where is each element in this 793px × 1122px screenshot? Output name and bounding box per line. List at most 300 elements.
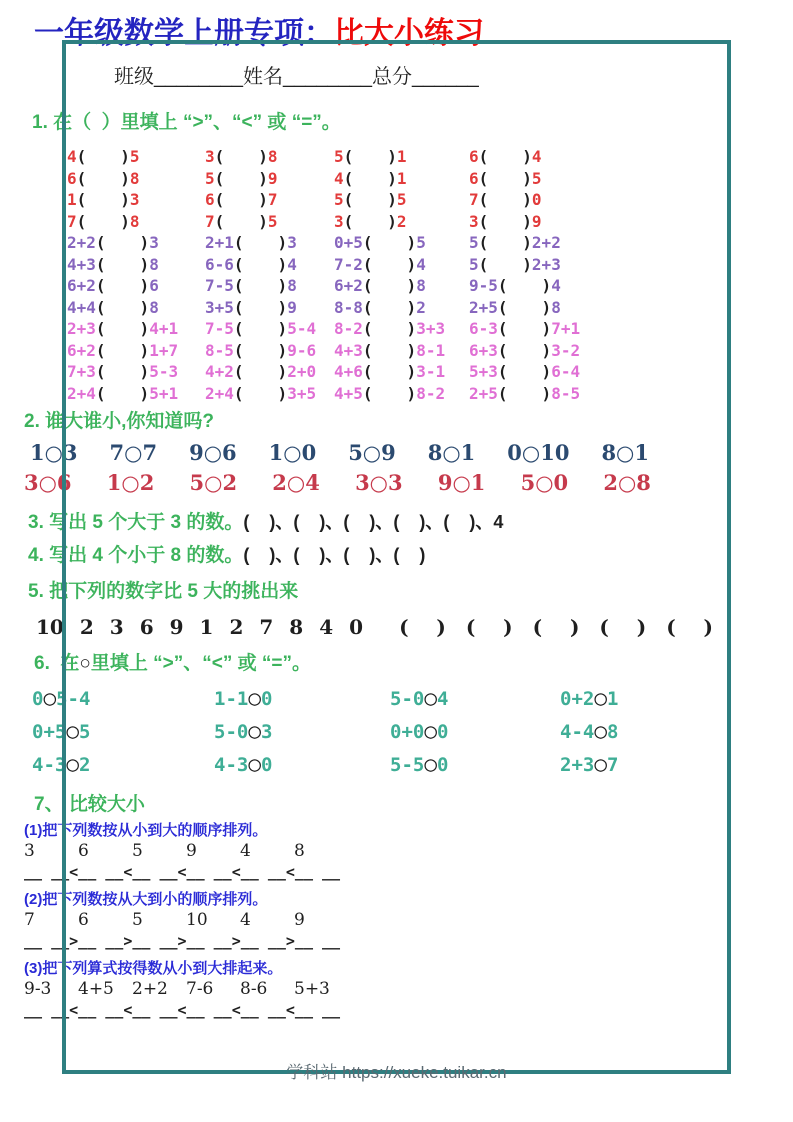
close-paren: ) bbox=[120, 211, 130, 231]
open-paren: ( bbox=[76, 190, 87, 209]
section1-heading: 1. 在（ ）里填上 “>”、“<” 或 “=”。 bbox=[32, 112, 341, 133]
open-paren: ( bbox=[95, 340, 106, 360]
close-paren: ) bbox=[277, 340, 288, 360]
open-paren: ( bbox=[362, 276, 373, 295]
section4-answer-blanks: ( )、( )、( )、( ) bbox=[243, 545, 426, 565]
open-paren: ( bbox=[233, 383, 244, 403]
close-paren: ) bbox=[139, 233, 150, 252]
section6-heading-post: 里填上 “>”、“<” 或 “=”。 bbox=[90, 653, 312, 674]
left-operand: 5 bbox=[205, 168, 215, 188]
circle-compare-item: 8○1 bbox=[427, 440, 476, 465]
right-expression: 0 bbox=[436, 754, 449, 776]
close-paren: ) bbox=[139, 383, 150, 403]
open-paren: ( bbox=[214, 190, 225, 209]
left-operand: 4+2 bbox=[205, 362, 234, 381]
close-paren: ) bbox=[277, 276, 288, 295]
close-paren: ) bbox=[387, 211, 397, 231]
circle-compare-item: 9○6 bbox=[189, 440, 237, 465]
left-expression: 0+2 bbox=[560, 688, 595, 710]
right-operand: 8 bbox=[129, 168, 140, 188]
open-paren: ( bbox=[497, 383, 508, 403]
part-answer-blanks: __ __<__ __<__ __<__ __<__ __<__ __ bbox=[24, 1001, 341, 1019]
answer-circle: ○ bbox=[424, 752, 437, 776]
pick-number: 10 bbox=[36, 615, 64, 639]
right-expression: 0 bbox=[260, 688, 273, 710]
circle-compare-item: 5○0 bbox=[520, 470, 569, 495]
left-operand: 5+3 bbox=[469, 362, 498, 381]
right-operand: 3-1 bbox=[416, 362, 446, 381]
answer-circle: ○ bbox=[424, 719, 437, 743]
right-operand: 5 bbox=[129, 147, 140, 166]
close-paren: ) bbox=[541, 362, 552, 381]
open-paren: ( bbox=[233, 254, 244, 274]
circle-compare-item: 1○2 bbox=[106, 470, 155, 495]
answer-circle: ○ bbox=[594, 719, 607, 743]
left-operand: 7 bbox=[67, 211, 77, 231]
circle-compare-item: 5○9 bbox=[348, 440, 396, 465]
right-operand: 5 bbox=[396, 190, 407, 209]
left-operand: 3 bbox=[469, 211, 479, 231]
open-paren: ( bbox=[343, 211, 354, 231]
left-operand: 6 bbox=[205, 190, 215, 209]
answer-parens: ( ) bbox=[666, 615, 713, 639]
sort-number: 7 bbox=[24, 910, 35, 930]
open-paren: ( bbox=[478, 168, 489, 188]
footer-watermark: 学科站 https://xueke.tuikar.cn bbox=[286, 1063, 507, 1082]
right-operand: 2 bbox=[396, 211, 407, 231]
sort-number: 3 bbox=[24, 841, 35, 861]
close-paren: ) bbox=[258, 211, 268, 231]
left-operand: 8-5 bbox=[205, 340, 234, 360]
answer-parens: ( ) bbox=[599, 615, 647, 639]
left-operand: 4+3 bbox=[67, 254, 96, 274]
sort-number: 2+2 bbox=[132, 979, 168, 999]
close-paren: ) bbox=[406, 297, 417, 317]
open-paren: ( bbox=[478, 211, 489, 231]
left-operand: 0+5 bbox=[334, 233, 363, 252]
right-operand: 0 bbox=[531, 190, 542, 209]
open-paren: ( bbox=[214, 147, 225, 166]
part-instruction: (1)把下列数按从小到大的顺序排列。 bbox=[24, 822, 268, 839]
open-paren: ( bbox=[95, 383, 106, 403]
open-paren: ( bbox=[362, 319, 373, 338]
answer-circle: ○ bbox=[594, 686, 607, 710]
open-paren: ( bbox=[233, 233, 244, 252]
sort-number: 5 bbox=[132, 841, 143, 861]
left-operand: 2+4 bbox=[205, 383, 234, 403]
right-operand: 3 bbox=[129, 190, 140, 209]
close-paren: ) bbox=[258, 168, 268, 188]
left-expression: 2+3 bbox=[560, 754, 595, 776]
left-expression: 4-4 bbox=[560, 721, 595, 743]
pick-number: 4 bbox=[319, 615, 334, 639]
left-expression: 0 bbox=[32, 688, 44, 710]
left-operand: 4+3 bbox=[334, 340, 363, 360]
open-paren: ( bbox=[95, 254, 106, 274]
right-expression: 8 bbox=[606, 721, 619, 743]
right-operand: 2+0 bbox=[287, 362, 317, 381]
right-operand: 3-2 bbox=[551, 340, 581, 360]
open-paren: ( bbox=[478, 147, 489, 166]
left-operand: 4+4 bbox=[67, 297, 96, 317]
title-blue-part: 一年级数学上册专项： bbox=[34, 17, 334, 50]
close-paren: ) bbox=[406, 340, 417, 360]
right-operand: 5 bbox=[267, 211, 278, 231]
close-paren: ) bbox=[277, 362, 288, 381]
open-paren: ( bbox=[497, 340, 508, 360]
left-operand: 2+5 bbox=[469, 383, 498, 403]
left-operand: 4+5 bbox=[334, 383, 363, 403]
open-paren: ( bbox=[478, 254, 489, 274]
circle-compare-item: 3○6 bbox=[24, 470, 72, 495]
left-expression: 5-0 bbox=[214, 721, 249, 743]
close-paren: ) bbox=[277, 383, 288, 403]
right-operand: 4 bbox=[551, 276, 561, 295]
right-operand: 8 bbox=[551, 297, 561, 317]
close-paren: ) bbox=[120, 190, 130, 209]
right-operand: 9 bbox=[287, 297, 297, 317]
pick-number: 8 bbox=[289, 615, 304, 639]
close-paren: ) bbox=[406, 383, 417, 403]
left-operand: 7-5 bbox=[205, 319, 234, 338]
right-operand: 5-3 bbox=[149, 362, 179, 381]
left-operand: 2+5 bbox=[469, 297, 498, 317]
student-info-line: 班级________姓名________总分______ bbox=[114, 66, 479, 88]
answer-parens: ( ) bbox=[465, 615, 513, 639]
right-operand: 8-2 bbox=[416, 383, 446, 403]
open-paren: ( bbox=[76, 168, 87, 188]
open-paren: ( bbox=[362, 362, 373, 381]
close-paren: ) bbox=[522, 233, 532, 252]
right-expression: 1 bbox=[606, 688, 619, 710]
open-paren: ( bbox=[343, 190, 354, 209]
right-operand: 3 bbox=[149, 233, 159, 252]
sort-number: 6 bbox=[78, 910, 89, 930]
left-operand: 4 bbox=[334, 168, 344, 188]
pick-number: 1 bbox=[199, 615, 214, 639]
right-expression: 7 bbox=[606, 754, 619, 776]
sort-number: 4+5 bbox=[78, 979, 114, 999]
right-operand: 6 bbox=[149, 276, 159, 295]
left-expression: 0+0 bbox=[390, 721, 425, 743]
left-expression: 1-1 bbox=[214, 688, 249, 710]
sort-number: 4 bbox=[240, 910, 251, 930]
open-paren: ( bbox=[76, 147, 87, 166]
worksheet-frame bbox=[62, 40, 731, 1074]
left-operand: 2+1 bbox=[205, 233, 234, 252]
left-operand: 6+2 bbox=[67, 276, 96, 295]
left-operand: 5 bbox=[469, 233, 479, 252]
close-paren: ) bbox=[522, 168, 532, 188]
close-paren: ) bbox=[120, 168, 130, 188]
sort-number: 4 bbox=[240, 841, 251, 861]
open-paren: ( bbox=[343, 168, 354, 188]
open-paren: ( bbox=[76, 211, 87, 231]
right-expression: 0 bbox=[436, 721, 449, 743]
right-operand: 1 bbox=[396, 147, 407, 166]
close-paren: ) bbox=[541, 319, 552, 338]
sort-number: 10 bbox=[186, 910, 208, 930]
left-operand: 3+5 bbox=[205, 297, 234, 317]
sort-number: 9 bbox=[294, 910, 305, 930]
right-operand: 8 bbox=[149, 254, 159, 274]
left-operand: 3 bbox=[205, 147, 215, 166]
left-operand: 6 bbox=[469, 168, 479, 188]
answer-circle: ○ bbox=[248, 752, 261, 776]
right-operand: 4+1 bbox=[149, 319, 179, 338]
close-paren: ) bbox=[406, 254, 417, 274]
close-paren: ) bbox=[258, 147, 268, 166]
close-paren: ) bbox=[541, 383, 552, 403]
open-paren: ( bbox=[233, 362, 244, 381]
left-operand: 4+6 bbox=[334, 362, 363, 381]
pick-number: 0 bbox=[349, 615, 364, 639]
close-paren: ) bbox=[522, 190, 532, 209]
part-instruction: (2)把下列数按从大到小的顺序排列。 bbox=[24, 891, 268, 908]
open-paren: ( bbox=[478, 190, 489, 209]
right-operand: 6-4 bbox=[551, 362, 581, 381]
right-operand: 2+2 bbox=[531, 233, 561, 252]
open-paren: ( bbox=[497, 319, 508, 338]
section3-answer-blanks: ( )、( )、( )、( )、( )、4 bbox=[243, 512, 504, 532]
right-operand: 8 bbox=[149, 297, 159, 317]
close-paren: ) bbox=[139, 340, 150, 360]
left-operand: 8-8 bbox=[334, 297, 363, 317]
left-operand: 7 bbox=[469, 190, 479, 209]
answer-circle: ○ bbox=[43, 686, 57, 710]
sort-number: 5 bbox=[132, 910, 143, 930]
pick-number: 9 bbox=[169, 615, 184, 639]
right-expression: 3 bbox=[260, 721, 273, 743]
right-operand: 9-6 bbox=[287, 340, 317, 360]
open-paren: ( bbox=[362, 297, 373, 317]
circle-compare-item: 5○2 bbox=[189, 470, 238, 495]
close-paren: ) bbox=[139, 319, 150, 338]
open-paren: ( bbox=[362, 340, 373, 360]
open-paren: ( bbox=[233, 297, 244, 317]
open-paren: ( bbox=[362, 233, 373, 252]
section5-heading: 5. 把下列的数字比 5 大的挑出来 bbox=[28, 581, 299, 602]
left-operand: 5 bbox=[334, 147, 344, 166]
left-operand: 4 bbox=[67, 147, 77, 166]
sort-number: 8-6 bbox=[240, 979, 268, 999]
open-paren: ( bbox=[497, 276, 508, 295]
open-paren: ( bbox=[343, 147, 354, 166]
close-paren: ) bbox=[258, 190, 268, 209]
left-expression: 5-0 bbox=[390, 688, 425, 710]
close-paren: ) bbox=[277, 233, 288, 252]
right-operand: 8 bbox=[267, 147, 278, 166]
right-operand: 8 bbox=[416, 276, 426, 295]
right-operand: 1+7 bbox=[149, 340, 179, 360]
left-operand: 2+4 bbox=[67, 383, 96, 403]
close-paren: ) bbox=[522, 254, 532, 274]
section6-heading-circle: ○ bbox=[79, 653, 91, 674]
left-operand: 7-2 bbox=[334, 254, 363, 274]
circle-compare-item: 2○4 bbox=[272, 470, 320, 495]
right-operand: 5-4 bbox=[287, 319, 317, 338]
sort-number: 7-6 bbox=[186, 979, 214, 999]
close-paren: ) bbox=[387, 168, 397, 188]
pick-number: 2 bbox=[79, 615, 94, 639]
sort-number: 6 bbox=[78, 841, 89, 861]
right-operand: 3+5 bbox=[287, 383, 317, 403]
right-operand: 8-5 bbox=[551, 383, 581, 403]
close-paren: ) bbox=[522, 147, 532, 166]
left-operand: 7 bbox=[205, 211, 215, 231]
answer-parens: ( ) bbox=[532, 615, 580, 639]
title-red-part: 比大小练习 bbox=[334, 17, 484, 50]
close-paren: ) bbox=[387, 190, 397, 209]
answer-parens: ( ) bbox=[399, 615, 446, 639]
right-operand: 7 bbox=[267, 190, 278, 209]
section4-heading: 4. 写出 4 个小于 8 的数。 bbox=[28, 545, 244, 566]
circle-compare-item: 3○3 bbox=[355, 470, 403, 495]
left-operand: 6+2 bbox=[334, 276, 363, 295]
right-operand: 9 bbox=[531, 211, 542, 231]
answer-circle: ○ bbox=[248, 686, 261, 710]
section6-heading-pre: 6. 在 bbox=[34, 653, 80, 674]
left-operand: 7-5 bbox=[205, 276, 234, 295]
left-operand: 2+2 bbox=[67, 233, 96, 252]
sort-number: 8 bbox=[294, 841, 305, 861]
right-operand: 4 bbox=[531, 147, 542, 166]
pick-number: 3 bbox=[109, 615, 124, 639]
close-paren: ) bbox=[139, 362, 150, 381]
right-operand: 5 bbox=[416, 233, 426, 252]
right-operand: 3 bbox=[287, 233, 297, 252]
right-expression: 4 bbox=[436, 688, 449, 710]
circle-compare-item: 1○0 bbox=[268, 440, 317, 465]
open-paren: ( bbox=[233, 319, 244, 338]
right-operand: 8 bbox=[129, 211, 140, 231]
open-paren: ( bbox=[362, 383, 373, 403]
answer-circle: ○ bbox=[594, 752, 607, 776]
close-paren: ) bbox=[406, 319, 417, 338]
open-paren: ( bbox=[478, 233, 489, 252]
close-paren: ) bbox=[387, 147, 397, 166]
open-paren: ( bbox=[95, 319, 106, 338]
circle-compare-item: 7○7 bbox=[109, 440, 158, 465]
section2-heading: 2. 谁大谁小,你知道吗? bbox=[24, 411, 215, 432]
right-operand: 7+1 bbox=[551, 319, 581, 338]
section3-heading: 3. 写出 5 个大于 3 的数。 bbox=[28, 512, 244, 533]
close-paren: ) bbox=[120, 147, 130, 166]
answer-circle: ○ bbox=[66, 719, 79, 743]
left-operand: 1 bbox=[67, 190, 77, 209]
close-paren: ) bbox=[406, 362, 417, 381]
left-operand: 9-5 bbox=[469, 276, 498, 295]
close-paren: ) bbox=[541, 276, 552, 295]
left-expression: 0+5 bbox=[32, 721, 67, 743]
circle-compare-item: 2○8 bbox=[603, 470, 651, 495]
open-paren: ( bbox=[497, 362, 508, 381]
pick-number: 7 bbox=[259, 615, 274, 639]
right-operand: 1 bbox=[396, 168, 407, 188]
open-paren: ( bbox=[95, 276, 106, 295]
open-paren: ( bbox=[214, 211, 225, 231]
close-paren: ) bbox=[277, 297, 288, 317]
part-instruction: (3)把下列算式按得数从小到大排起来。 bbox=[24, 960, 283, 977]
open-paren: ( bbox=[362, 254, 373, 274]
open-paren: ( bbox=[233, 340, 244, 360]
open-paren: ( bbox=[95, 297, 106, 317]
right-expression: 5-4 bbox=[56, 688, 91, 710]
sort-number: 9 bbox=[186, 841, 197, 861]
part-answer-blanks: __ __<__ __<__ __<__ __<__ __<__ __ bbox=[24, 863, 341, 881]
right-expression: 2 bbox=[78, 754, 91, 776]
close-paren: ) bbox=[277, 254, 288, 274]
left-expression: 5-5 bbox=[390, 754, 425, 776]
left-operand: 7+3 bbox=[67, 362, 96, 381]
left-operand: 5 bbox=[334, 190, 344, 209]
close-paren: ) bbox=[139, 297, 150, 317]
left-operand: 5 bbox=[469, 254, 479, 274]
close-paren: ) bbox=[541, 297, 552, 317]
close-paren: ) bbox=[277, 319, 288, 338]
answer-circle: ○ bbox=[66, 752, 79, 776]
left-operand: 6 bbox=[469, 147, 479, 166]
right-operand: 4 bbox=[416, 254, 426, 274]
left-operand: 3 bbox=[334, 211, 344, 231]
open-paren: ( bbox=[95, 362, 106, 381]
close-paren: ) bbox=[541, 340, 552, 360]
answer-circle: ○ bbox=[424, 686, 437, 710]
circle-compare-item: 9○1 bbox=[437, 470, 486, 495]
right-operand: 5 bbox=[531, 168, 542, 188]
open-paren: ( bbox=[95, 233, 106, 252]
left-operand: 6-3 bbox=[469, 319, 498, 338]
part-answer-blanks: __ __>__ __>__ __>__ __>__ __>__ __ bbox=[24, 932, 341, 950]
pick-number: 6 bbox=[139, 615, 154, 639]
pick-number: 2 bbox=[229, 615, 244, 639]
open-paren: ( bbox=[233, 276, 244, 295]
right-operand: 8 bbox=[287, 276, 297, 295]
circle-compare-item: 1○3 bbox=[30, 440, 78, 465]
close-paren: ) bbox=[139, 276, 150, 295]
open-paren: ( bbox=[214, 168, 225, 188]
right-operand: 9 bbox=[267, 168, 278, 188]
left-operand: 6+3 bbox=[469, 340, 498, 360]
close-paren: ) bbox=[522, 211, 532, 231]
sort-number: 5+3 bbox=[294, 979, 330, 999]
answer-circle: ○ bbox=[248, 719, 261, 743]
open-paren: ( bbox=[497, 297, 508, 317]
right-operand: 2 bbox=[416, 297, 426, 317]
right-operand: 8-1 bbox=[416, 340, 446, 360]
left-expression: 4-3 bbox=[32, 754, 67, 776]
right-operand: 3+3 bbox=[416, 319, 446, 338]
left-expression: 4-3 bbox=[214, 754, 249, 776]
section7-heading: 7、 比较大小 bbox=[34, 794, 145, 815]
right-expression: 0 bbox=[260, 754, 273, 776]
right-operand: 2+3 bbox=[531, 254, 561, 274]
left-operand: 8-2 bbox=[334, 319, 363, 338]
circle-compare-item: 8○1 bbox=[601, 440, 649, 465]
close-paren: ) bbox=[406, 276, 417, 295]
left-operand: 6-6 bbox=[205, 254, 234, 274]
left-operand: 6+2 bbox=[67, 340, 96, 360]
close-paren: ) bbox=[139, 254, 150, 274]
right-operand: 4 bbox=[287, 254, 297, 274]
right-operand: 5+1 bbox=[149, 383, 179, 403]
left-operand: 2+3 bbox=[67, 319, 96, 338]
circle-compare-item: 0○10 bbox=[507, 440, 570, 465]
close-paren: ) bbox=[406, 233, 417, 252]
sort-number: 9-3 bbox=[24, 979, 52, 999]
left-operand: 6 bbox=[67, 168, 77, 188]
right-expression: 5 bbox=[78, 721, 91, 743]
